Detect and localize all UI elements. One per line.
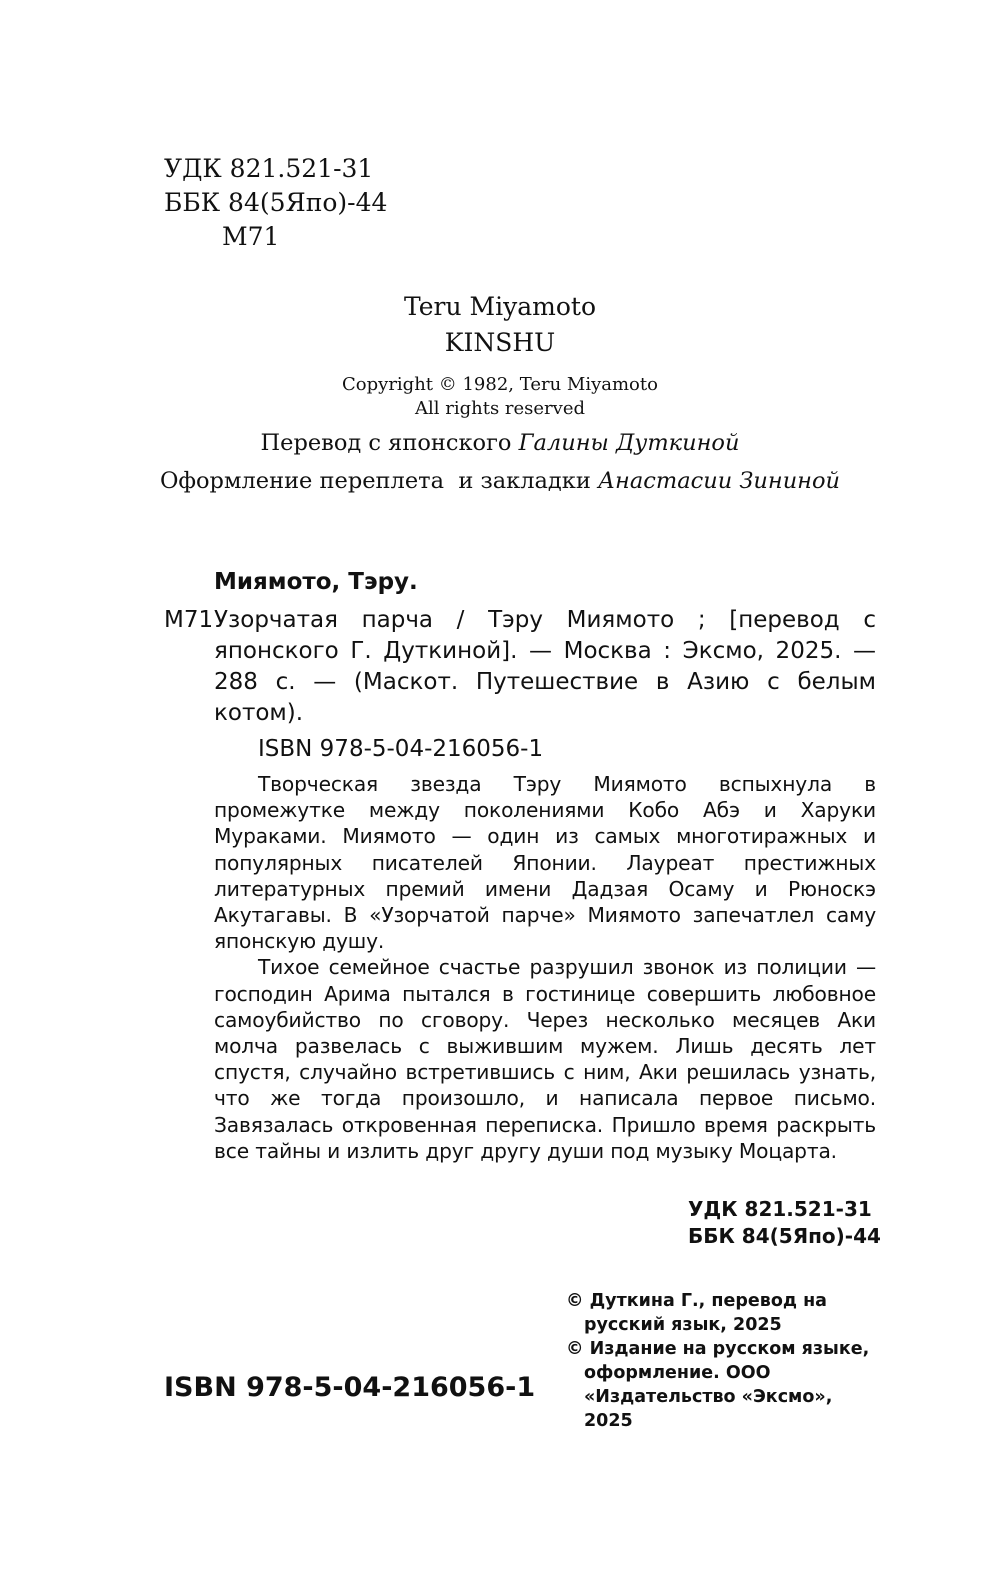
design-credit xyxy=(0,464,1000,498)
biblio-description: Узорчатая парча / Тэру Миямото ; [перевод с японского Г. Дуткиной]. — Москва : Эксмо, 2025. — 288 с. — (Маскот. Путешествие в Азию с белым котом). xyxy=(214,607,876,726)
biblio-code: М71 xyxy=(164,607,214,633)
biblio-isbn: ISBN 978-5-04-216056-1 xyxy=(258,736,544,762)
copyright-notes xyxy=(566,1289,886,1433)
rights-line: All rights reserved xyxy=(415,398,585,419)
annotation-paragraph: Тихое семейное счастье разрушил звонок из полиции — господин Арима пытался в гостинице совершить любовное самоубийство по сговору. Через несколько месяцев Аки молча развелась с выжившим мужем. Лишь десять лет спустя, случайно встретившись с ним, Аки решилась узнать, что же тогда произошло, и написала первое письмо. Завязалась откровенная переписка. Пришло время раскрыть все тайны и излить друг другу души под музыку Моцарта. xyxy=(214,955,876,1163)
translation-credit xyxy=(0,426,1000,460)
udk-code: УДК 821.521-31 xyxy=(164,154,374,183)
author-heading: Миямото, Тэру. xyxy=(214,569,418,595)
annotation xyxy=(214,771,876,1164)
original-author: Teru Miyamoto xyxy=(403,292,596,321)
design-prefix: Оформление переплета и закладки xyxy=(159,468,598,494)
copyright-line: Copyright © 1982, Teru Miyamoto xyxy=(342,374,658,395)
original-title: KINSHU xyxy=(444,328,556,357)
translation-prefix: Перевод с японского xyxy=(260,430,519,456)
author-sign: М71 xyxy=(222,222,280,251)
bbk-code: ББК 84(5Япо)-44 xyxy=(164,188,388,217)
isbn-footer: ISBN 978-5-04-216056-1 xyxy=(164,1372,536,1403)
copyright-note: © Дуткина Г., перевод на русский язык, 2025 xyxy=(566,1291,827,1335)
copyright-note: © Издание на русском языке, оформление. ООО «Издательство «Эксмо», 2025 xyxy=(566,1339,870,1431)
bbk-code-bottom: ББК 84(5Япо)-44 xyxy=(688,1224,881,1248)
annotation-paragraph: Творческая звезда Тэру Миямото вспыхнула в промежутке между поколениями Кобо Абэ и Харуки Мураками. Миямото — один из самых многотиражных и популярных писателей Японии. Лауреат престижных литературных премий имени Дадзая Осаму и Рюноскэ Акутагавы. В «Узорчатой парче» Миямото запечатлел саму японскую душу. xyxy=(214,772,876,954)
translator-name: Галины Дуткиной xyxy=(518,430,740,456)
udk-code-bottom: УДК 821.521-31 xyxy=(688,1197,872,1221)
designer-name: Анастасии Зининой xyxy=(598,468,841,494)
